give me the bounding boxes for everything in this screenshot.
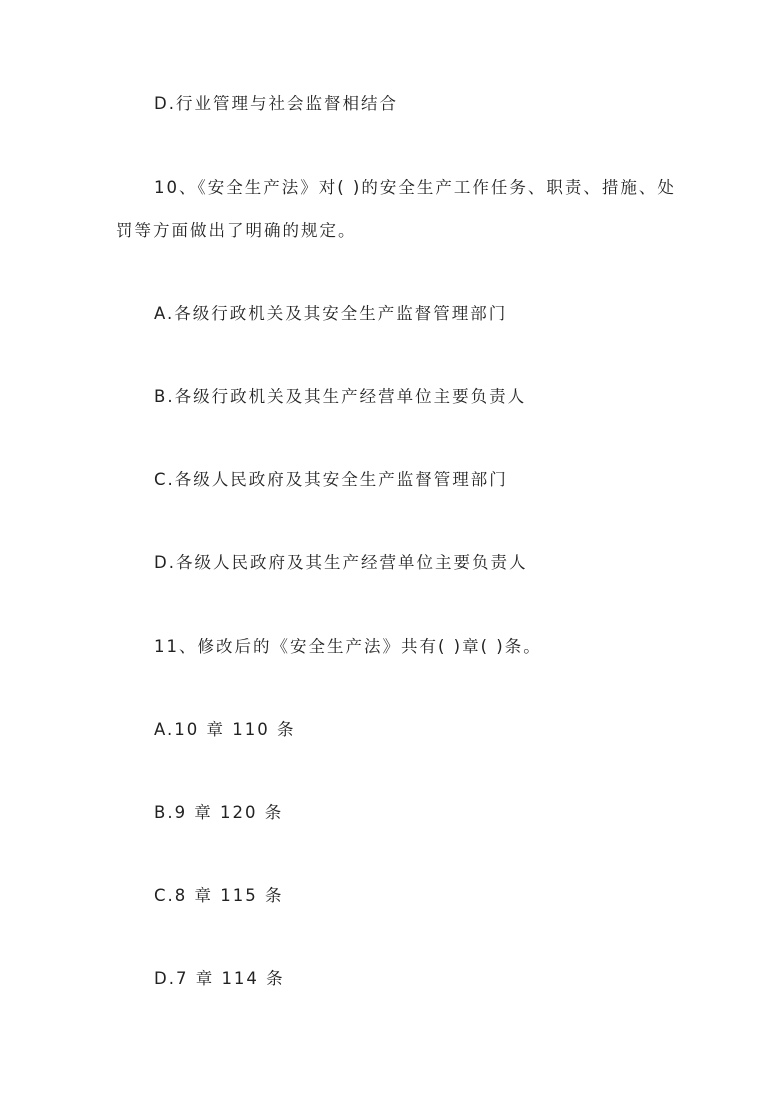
question-10-stem-line-2: 罚等方面做出了明确的规定。: [116, 221, 357, 240]
question-11-option-a: A.10 章 110 条: [154, 720, 296, 739]
question-10-option-b: B.各级行政机关及其生产经营单位主要负责人: [154, 387, 527, 406]
question-10-stem-line-1: 10、《安全生产法》对( )的安全生产工作任务、职责、措施、处: [154, 178, 676, 197]
question-11-option-c: C.8 章 115 条: [154, 886, 284, 905]
question-11-stem: 11、修改后的《安全生产法》共有( )章( )条。: [154, 637, 542, 656]
question-10-option-c: C.各级人民政府及其安全生产监督管理部门: [154, 470, 508, 489]
question-10-option-d: D.各级人民政府及其生产经营单位主要负责人: [154, 553, 528, 572]
question-11-option-d: D.7 章 114 条: [154, 969, 285, 988]
question-10-option-a: A.各级行政机关及其安全生产监督管理部门: [154, 304, 508, 323]
question-11-option-b: B.9 章 120 条: [154, 803, 284, 822]
previous-question-option-d: D.行业管理与社会监督相结合: [154, 94, 398, 113]
